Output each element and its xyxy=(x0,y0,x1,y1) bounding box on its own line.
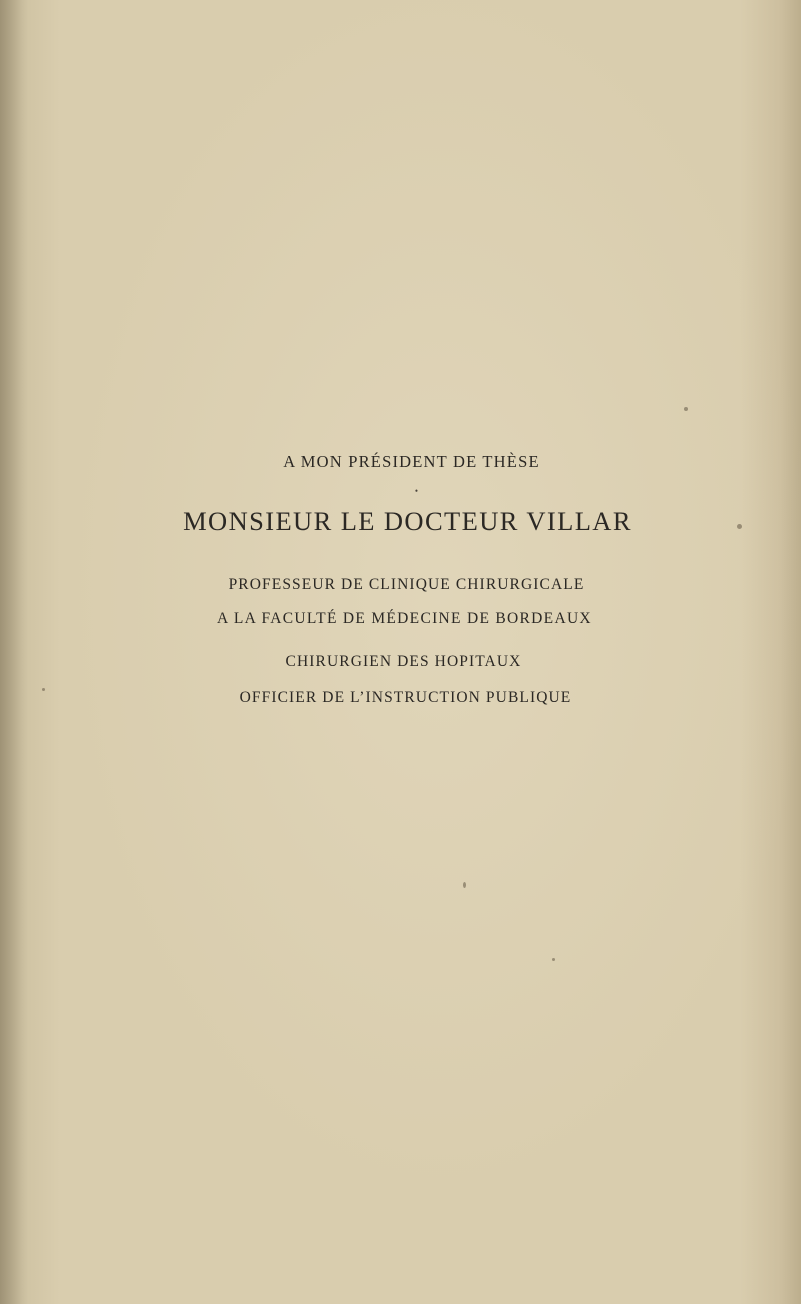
title-line-1: PROFESSEUR DE CLINIQUE CHIRURGICALE xyxy=(228,576,585,593)
title-line-2: A LA FACULTÉ DE MÉDECINE DE BORDEAUX xyxy=(217,610,592,627)
paper-speck xyxy=(463,882,466,888)
dedicatee-name: MONSIEUR LE DOCTEUR VILLAR xyxy=(183,506,632,536)
page-gutter-shadow xyxy=(0,0,28,1304)
ornament-dot: • xyxy=(414,486,419,496)
paper-speck xyxy=(552,958,555,961)
title-line-4: OFFICIER DE L’INSTRUCTION PUBLIQUE xyxy=(239,689,572,706)
dedication-heading: A MON PRÉSIDENT DE THÈSE xyxy=(283,452,540,471)
paper-speck xyxy=(684,407,688,411)
title-line-3: CHIRURGIEN DES HOPITAUX xyxy=(285,653,522,670)
